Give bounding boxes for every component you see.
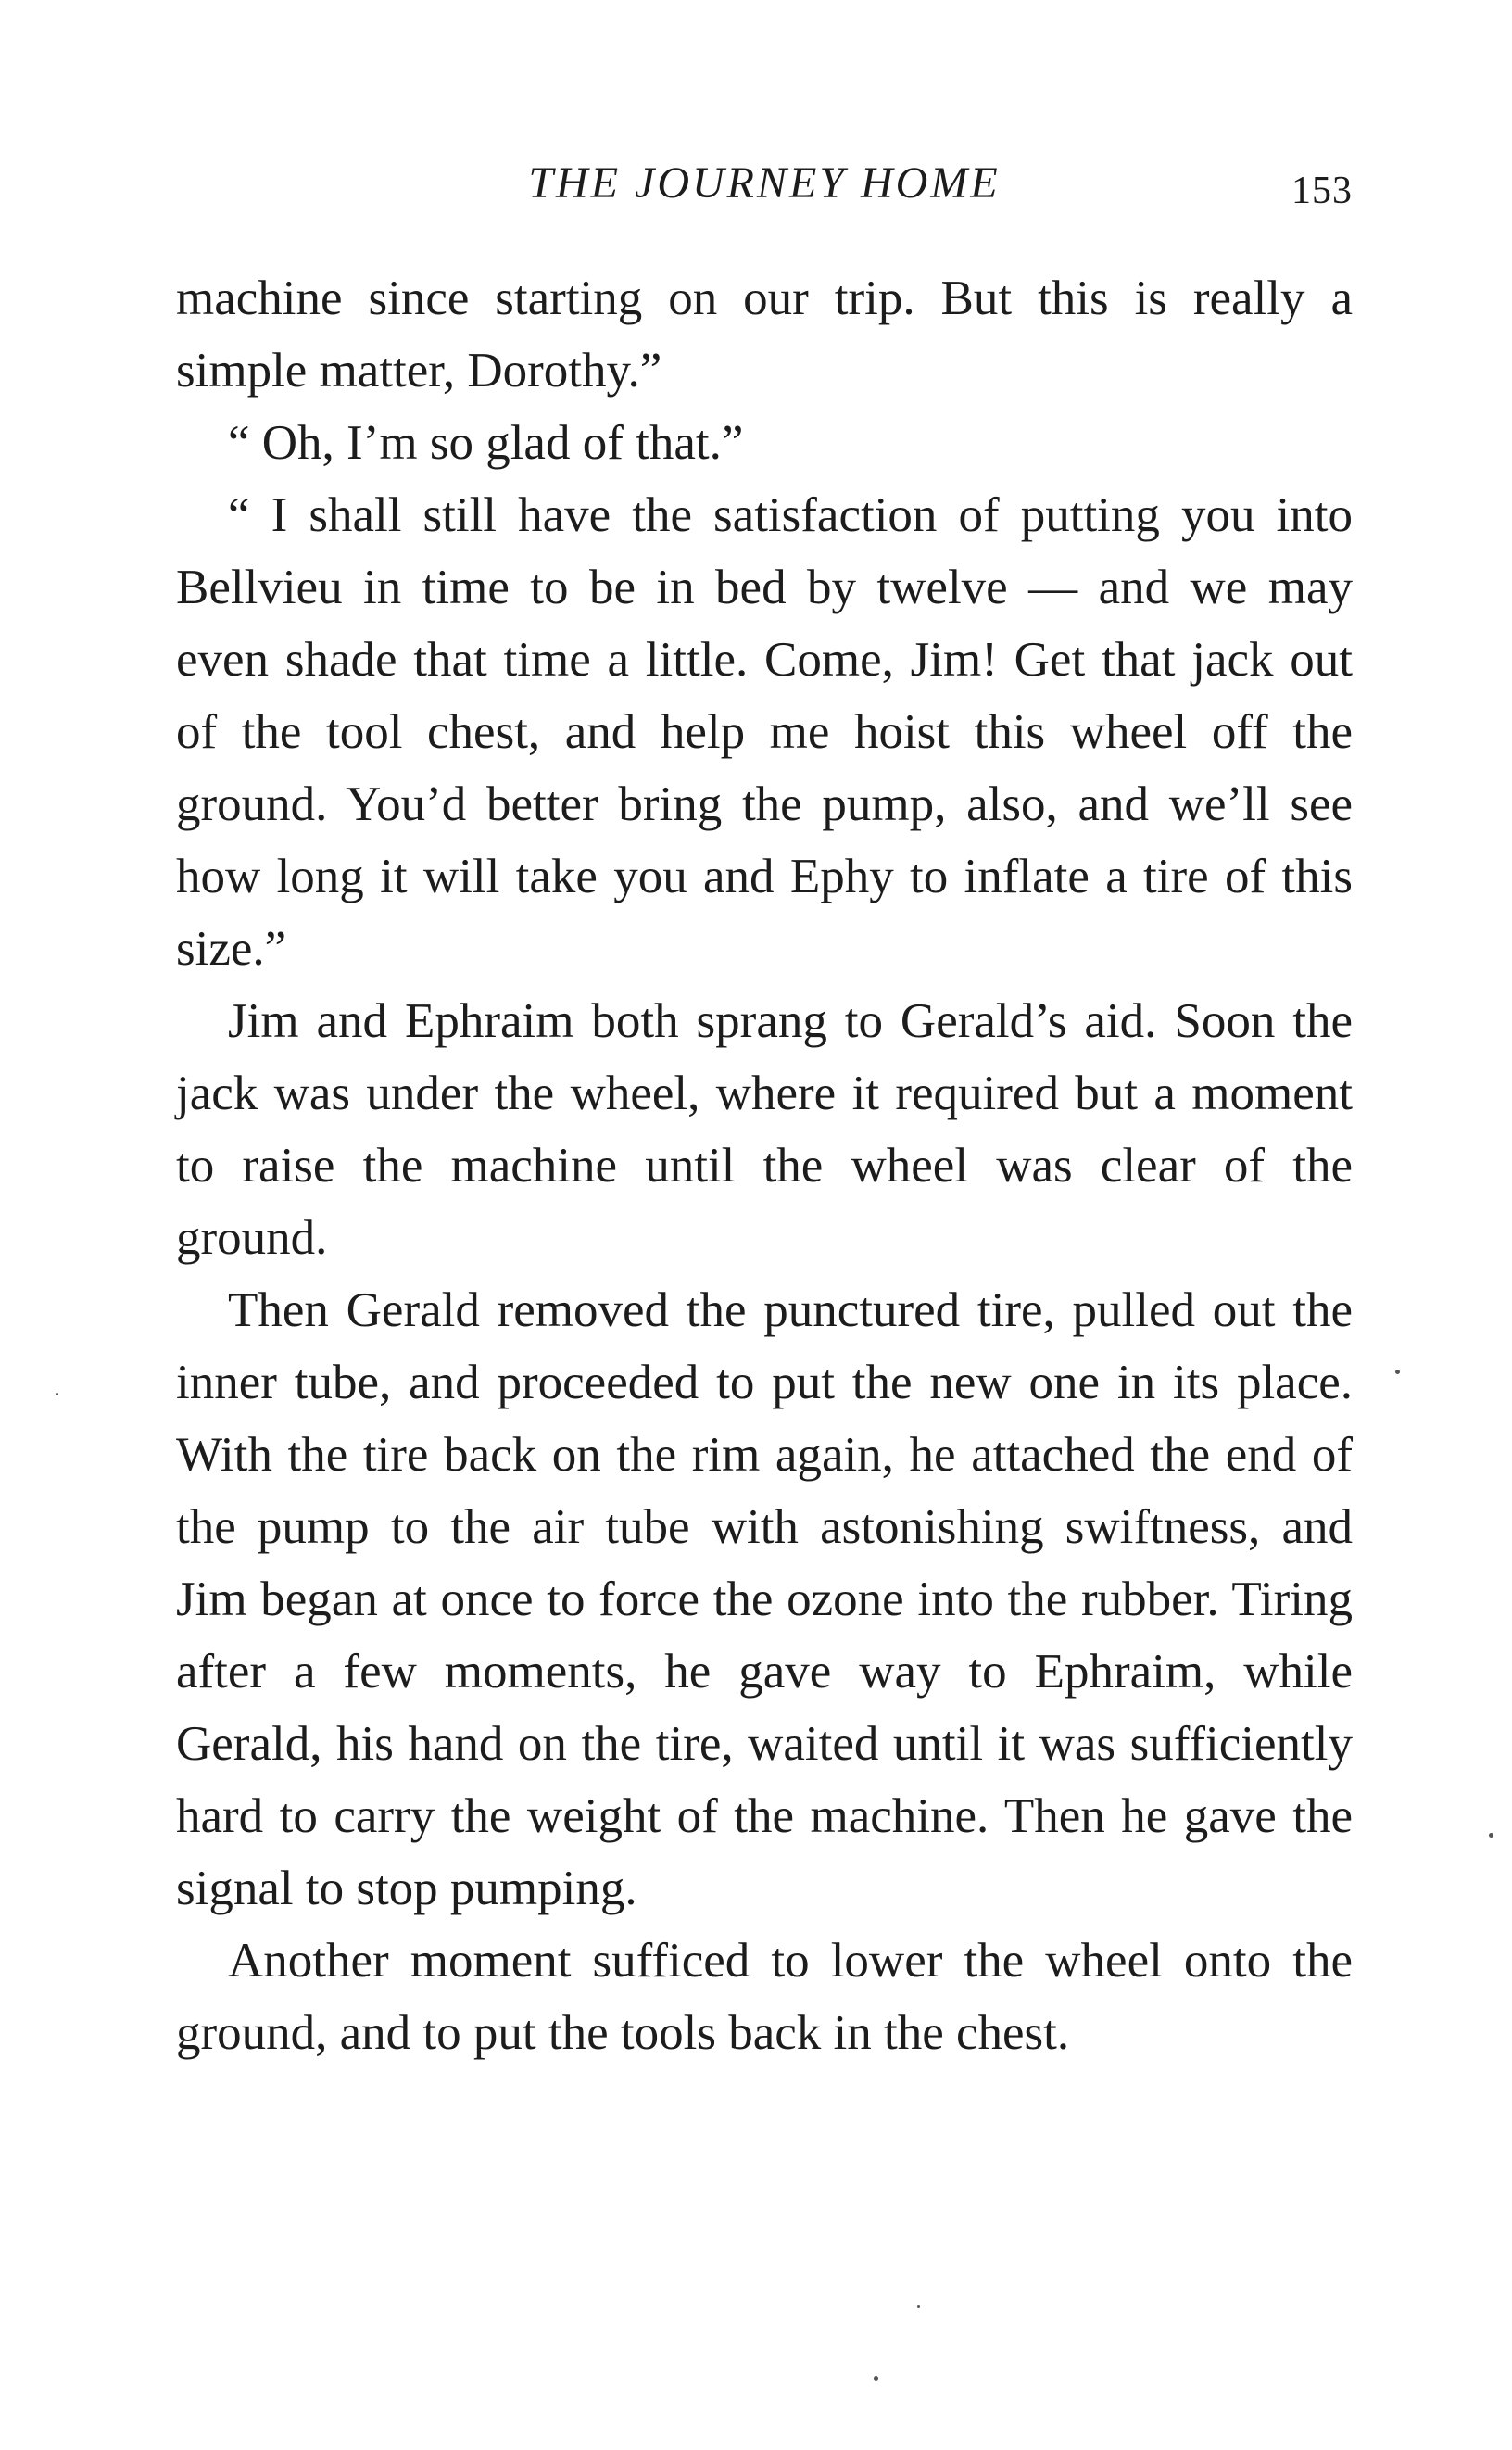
paragraph: Jim and Ephraim both sprang to Gerald’s aid. Soon the jack was under the wheel, where it required but a moment to raise the machine until the wheel was clear of the ground. [176,994,1353,1265]
paragraph: Another moment sufficed to lower the wheel onto the ground, and to put the tools back in the chest. [176,1934,1353,2060]
paper-speck [917,2305,920,2308]
paragraph: Then Gerald removed the punctured tire, pulled out the inner tube, and proceeded to put the new one in its place. With the tire back on the rim again, he attached the end of the pump to the air tube with astonishing swiftness, and Jim began at once to force the ozone into the rubber. Tiring after a few moments, he gave way to Ephraim, while Gerald, his hand on the tire, waited until it was sufficiently hard to carry the weight of the machine. Then he gave the signal to stop pumping. [176,1283,1353,1915]
paper-speck [1489,1833,1493,1838]
paper-speck [56,1393,58,1395]
running-head [176,148,1353,222]
running-title: THE JOURNEY HOME [528,158,1001,208]
paper-speck [1395,1370,1400,1374]
paragraph-continued: machine since starting on our trip. But this is really a simple matter, Dorothy.” [176,272,1353,398]
body-text [176,262,1353,2069]
paragraph: “ Oh, I’m so glad of that.” [228,416,744,470]
paragraph: “ I shall still have the satisfaction of putting you into Bellvieu in time to be in bed by twelve — and we may even shade that time a little. Come, Jim! Get that jack out of the tool chest, and help me hoist this wheel off the ground. You’d better bring the pump, also, and we’ll see how long it will take you and Ephy to inflate a tire of this size.” [176,488,1353,976]
page-number: 153 [1292,170,1353,212]
paper-speck [874,2376,878,2381]
